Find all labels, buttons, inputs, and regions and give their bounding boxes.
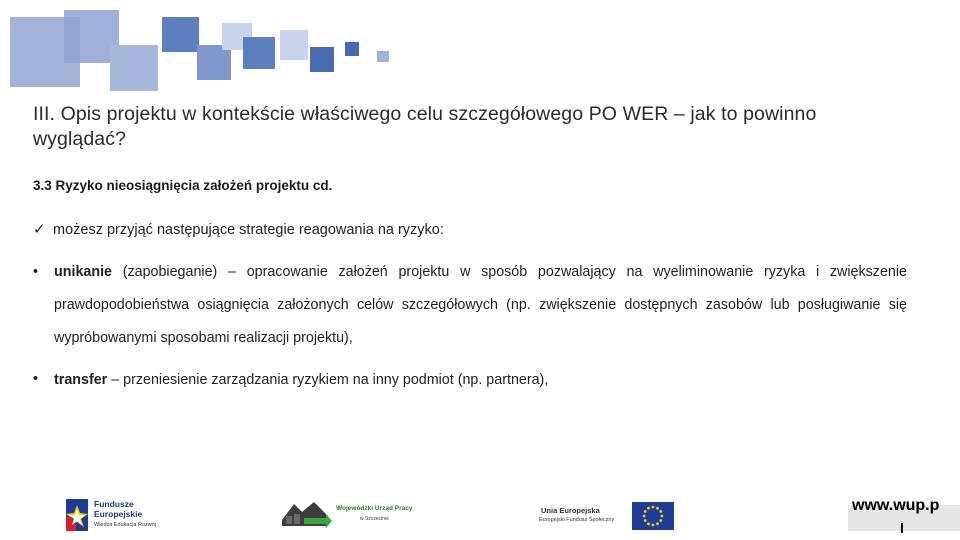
wup-logo-name: Wojewódzki Urząd Pracy <box>336 505 413 512</box>
decor-square <box>280 30 308 60</box>
decor-square <box>310 47 334 72</box>
decor-square <box>197 45 231 80</box>
decor-square <box>243 37 275 69</box>
fe-logo-subtitle: Wiedza Edukacja Rozwój <box>94 522 157 528</box>
fe-logo-line2: Europejskie <box>94 509 143 519</box>
section-subtitle: 3.3 Ryzyko nieosiągnięcia założeń projektu cd. <box>33 178 333 193</box>
checkmark-icon: ✓ <box>33 221 46 238</box>
list-item-term: unikanie <box>54 264 112 280</box>
list-item-term: transfer <box>54 372 108 388</box>
decor-square <box>377 51 389 62</box>
decor-square <box>162 17 199 52</box>
list-item-description: (zapobieganie) – opracowanie założeń projektu w sposób pozwalający na wyeliminowanie ryzyka i zwiększenie prawdopodobieństwa osiągnięcia założonych celów szczegółowych (np. zwiększenie dostępnych zasobów lub posługiwanie się wypróbowanymi sposobami realizacji projektu), <box>54 264 907 346</box>
eu-stars-icon <box>632 502 674 530</box>
wup-logo-city: w Szczecinie <box>360 516 389 522</box>
fe-star-icon <box>64 497 90 533</box>
website-url: www.wup.p <box>852 497 940 514</box>
wup-building-icon <box>280 500 334 530</box>
eu-flag-icon <box>632 502 674 530</box>
fe-logo-line1: Fundusze <box>94 499 134 509</box>
bullet-icon: • <box>33 371 39 387</box>
eu-logo-subtitle: Europejski Fundusz Społeczny <box>539 517 615 523</box>
fundusze-europejskie-logo <box>64 496 176 534</box>
eu-logo <box>538 500 678 532</box>
wup-logo <box>280 498 430 530</box>
website-url-tail: l <box>900 520 904 536</box>
eu-logo-name: Unia Europejska <box>541 506 600 515</box>
strategy-intro <box>33 220 444 238</box>
strategy-intro-text: możesz przyjąć następujące strategie reagowania na ryzyko: <box>53 222 444 238</box>
list-item-text <box>54 371 907 389</box>
slide-title: III. Opis projektu w kontekście właściwego celu szczegółowego PO WER – jak to powinno wyglądać? <box>33 103 817 150</box>
fe-logo-text <box>94 499 142 519</box>
list-item-description: – przeniesienie zarządzania ryzykiem na inny podmiot (np. partnera), <box>107 372 549 388</box>
list-item-text <box>54 256 907 355</box>
decor-square <box>110 45 158 91</box>
bullet-icon: • <box>33 264 39 280</box>
decor-square <box>345 42 359 56</box>
